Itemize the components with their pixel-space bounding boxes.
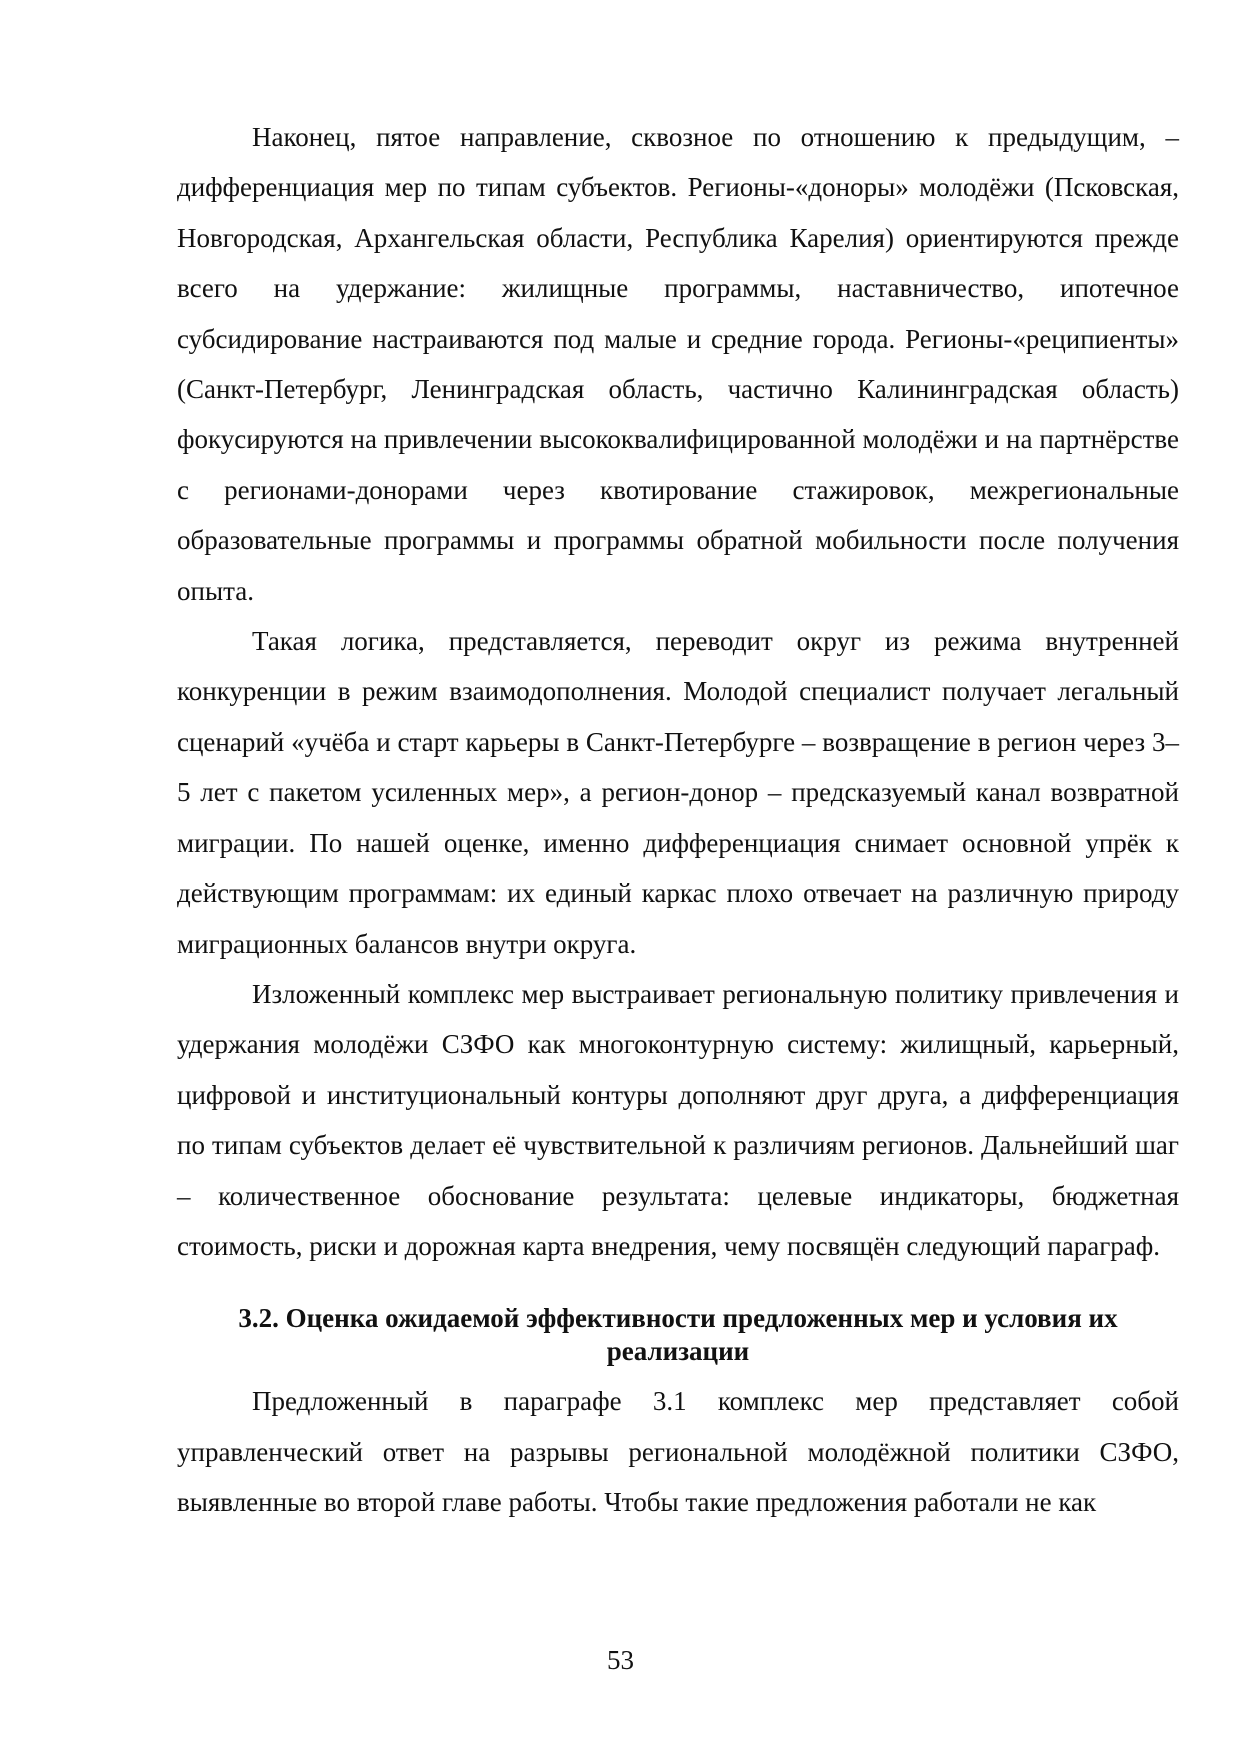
page-body (177, 112, 1179, 1528)
page-number: 53 (607, 1645, 634, 1675)
paragraph-logic: Такая логика, представляется, переводит округ из режима внутренней конкуренции в режим взаимодополнения. Молодой специалист получает легальный сценарий «учёба и старт карьеры в Санкт-Петербурге – возвращение в регион через 3–5 лет с пакетом усиленных мер», а регион-донор – предсказуемый канал возвратной миграции. По нашей оценке, именно дифференциация снимает основной упрёк к действующим программам: их единый каркас плохо отвечает на различную природу миграционных балансов внутри округа. (177, 626, 1179, 959)
paragraph-summary: Изложенный комплекс мер выстраивает региональную политику привлечения и удержания молодёжи СЗФО как многоконтурную систему: жилищный, карьерный, цифровой и институциональный контуры дополняют друг друга, а дифференциация по типам субъектов делает её чувствительной к различиям регионов. Дальнейший шаг – количественное обоснование результата: целевые индикаторы, бюджетная стоимость, риски и дорожная карта внедрения, чему посвящён следующий параграф. (177, 978, 1179, 1261)
section-heading: 3.2. Оценка ожидаемой эффективности предложенных мер и условия их реализации (238, 1303, 1118, 1367)
paragraph-section-intro: Предложенный в параграфе 3.1 комплекс мер представляет собой управленческий ответ на разрывы региональной молодёжной политики СЗФО, выявленные во второй главе работы. Чтобы такие предложения работали не как (177, 1386, 1179, 1518)
paragraph-fifth-direction: Наконец, пятое направление, сквозное по отношению к предыдущим, – дифференциация мер по типам субъектов. Регионы-«доноры» молодёжи (Псковская, Новгородская, Архангельская области, Республика Карелия) ориентируются прежде всего на удержание: жилищные программы, наставничество, ипотечное субсидирование настраиваются под малые и средние города. Регионы-«реципиенты» (Санкт-Петербург, Ленинградская область, частично Калининградская область) фокусируются на привлечении высококвалифицированной молодёжи и на партнёрстве с регионами-донорами через квотирование стажировок, межрегиональные образовательные программы и программы обратной мобильности после получения опыта. (177, 122, 1179, 606)
